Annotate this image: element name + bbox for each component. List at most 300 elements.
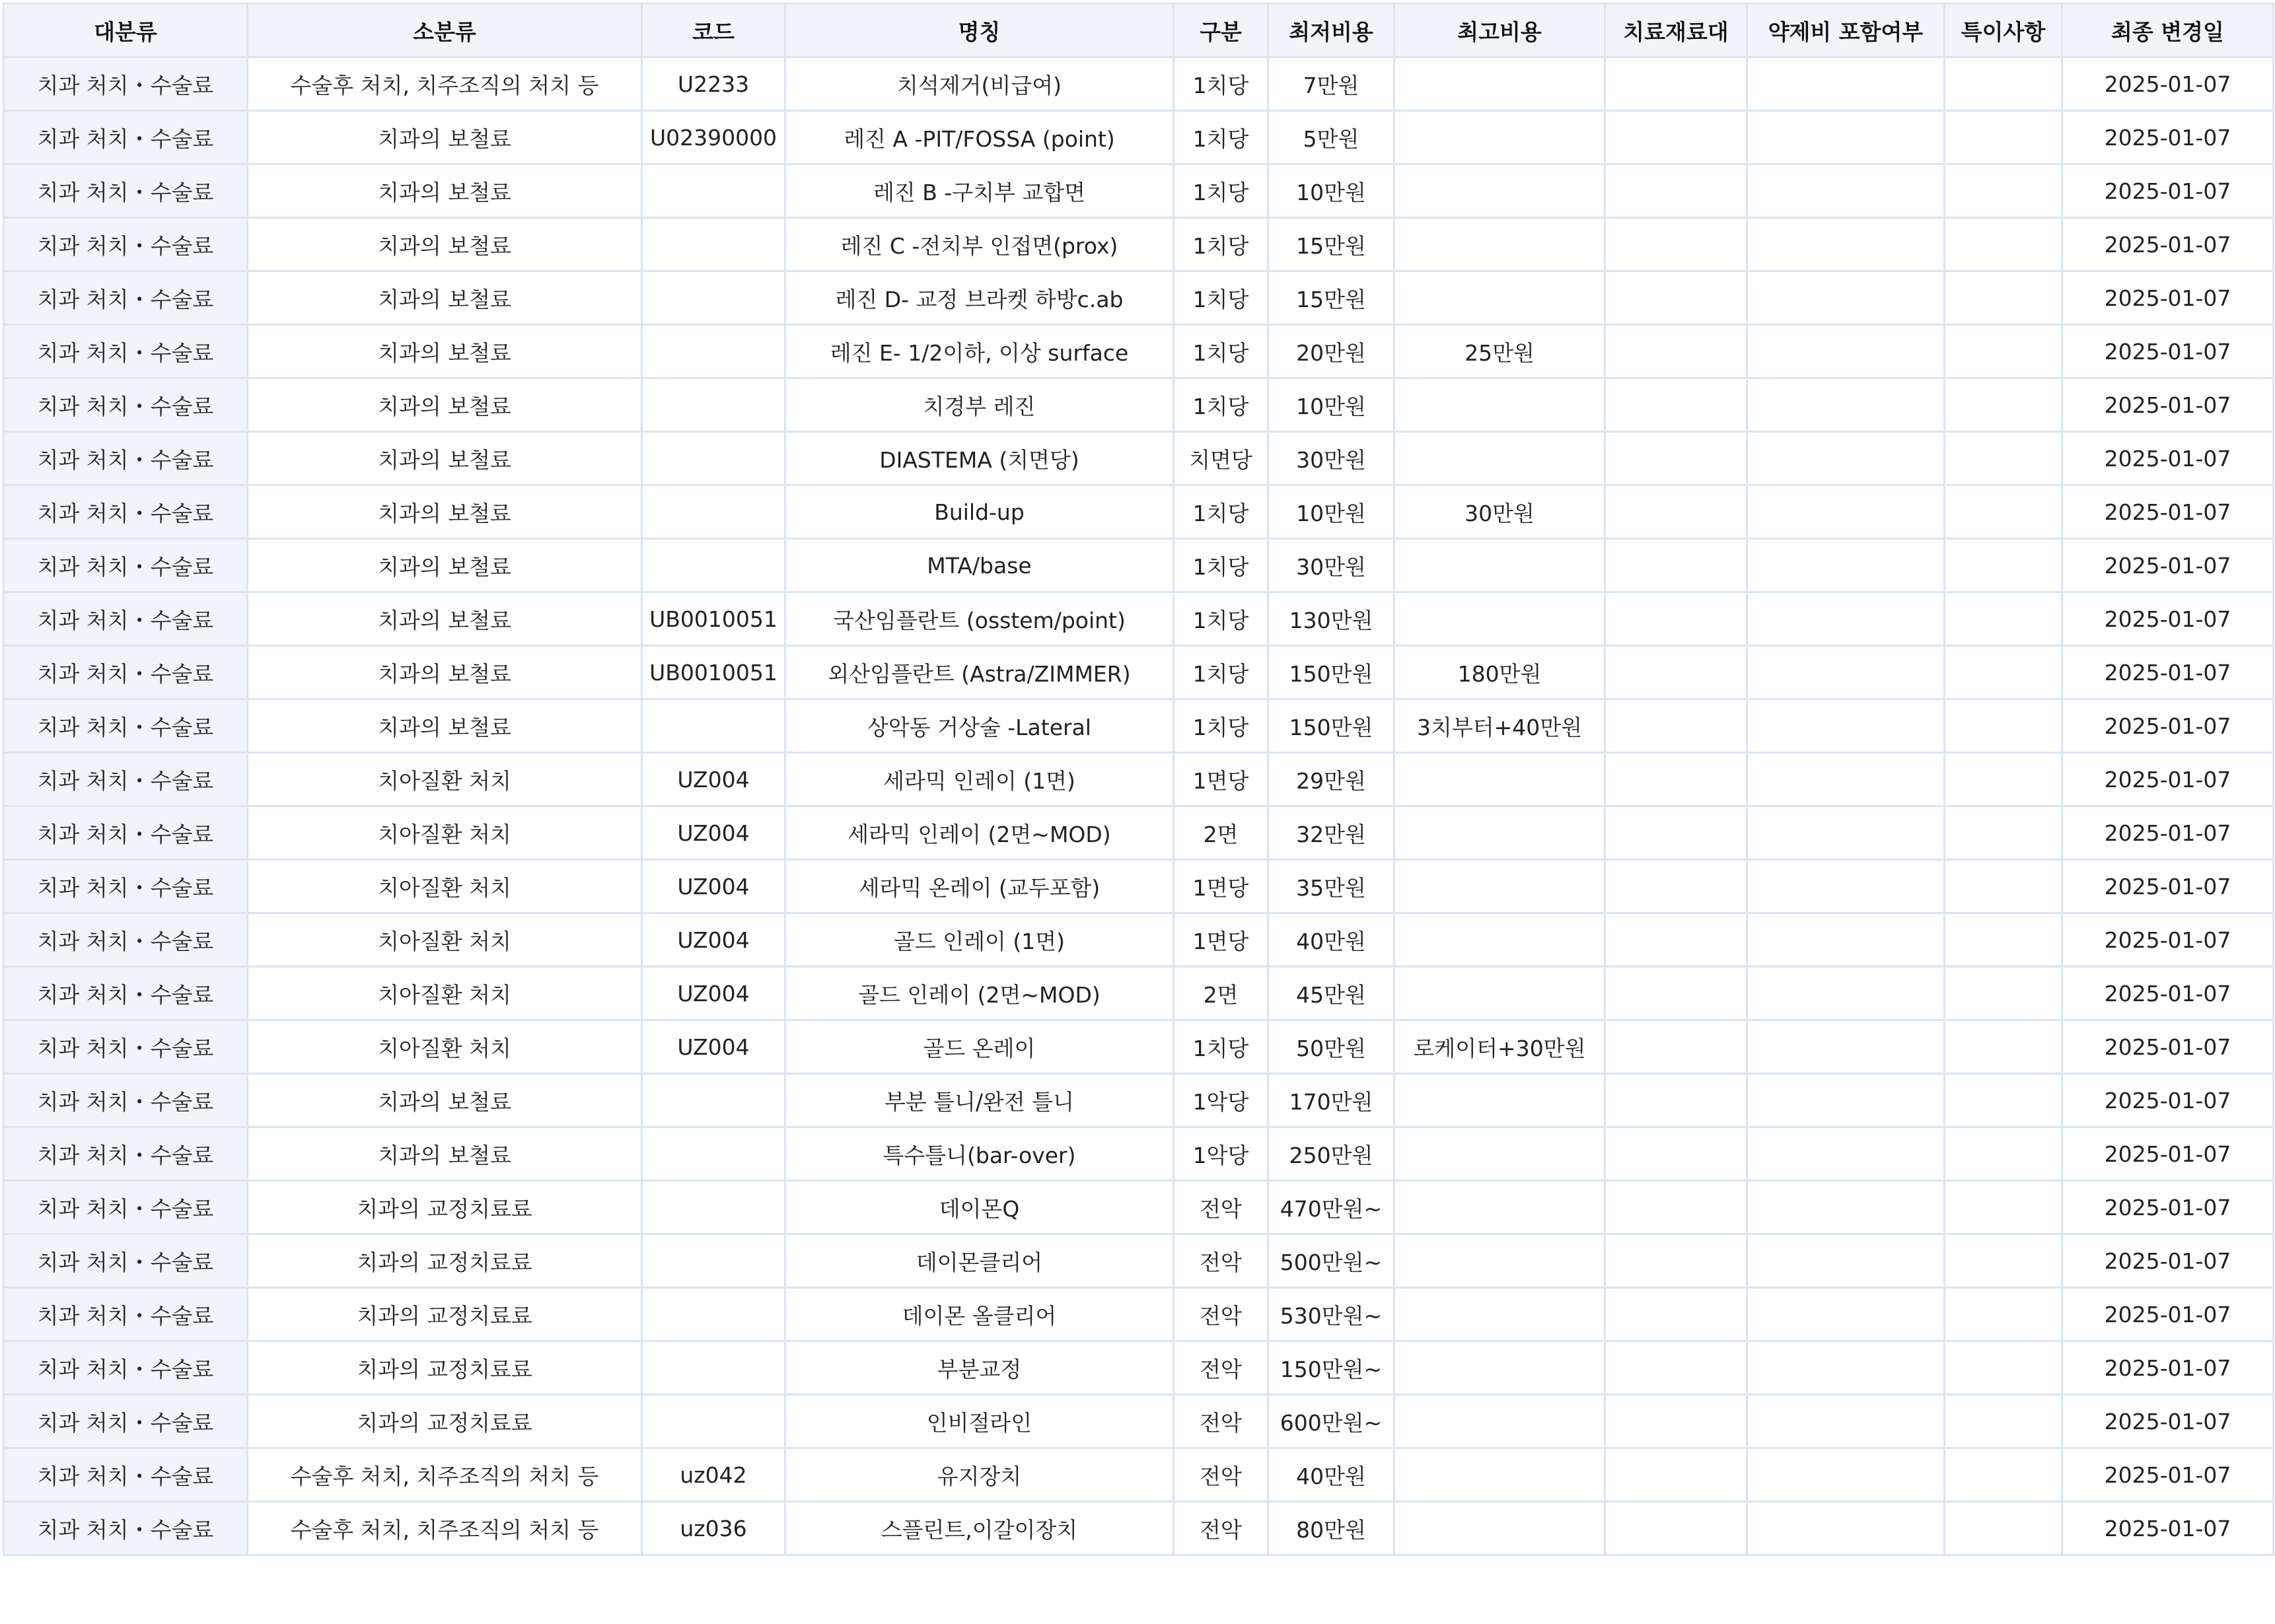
cell-drug-included [1747, 1234, 1945, 1288]
cell-last-modified: 2025-01-07 [2062, 646, 2274, 699]
cell-max-cost [1394, 860, 1605, 913]
cell-material-cost [1605, 1234, 1747, 1288]
cell-unit: 1치당 [1174, 218, 1268, 271]
cell-min-cost: 20만원 [1268, 325, 1394, 378]
cell-remarks [1945, 1288, 2062, 1341]
cell-last-modified: 2025-01-07 [2062, 1074, 2274, 1127]
cell-major-category: 치과 처치・수술료 [4, 806, 248, 860]
cell-major-category: 치과 처치・수술료 [4, 325, 248, 378]
cell-max-cost: 3치부터+40만원 [1394, 699, 1605, 753]
cell-drug-included [1747, 1341, 1945, 1395]
cell-min-cost: 130만원 [1268, 592, 1394, 646]
cell-drug-included [1747, 485, 1945, 539]
cell-major-category: 치과 처치・수술료 [4, 218, 248, 271]
cell-drug-included [1747, 111, 1945, 164]
cell-max-cost [1394, 1074, 1605, 1127]
cell-min-cost: 45만원 [1268, 967, 1394, 1020]
cell-minor-category: 치아질환 처치 [248, 806, 642, 860]
cell-drug-included [1747, 218, 1945, 271]
cell-unit: 전악 [1174, 1448, 1268, 1502]
cell-last-modified: 2025-01-07 [2062, 378, 2274, 432]
cell-drug-included [1747, 967, 1945, 1020]
cell-name: 스플린트,이갈이장치 [785, 1502, 1174, 1555]
cell-last-modified: 2025-01-07 [2062, 432, 2274, 485]
cell-material-cost [1605, 1020, 1747, 1074]
table-row [4, 1074, 2274, 1127]
table-row [4, 1234, 2274, 1288]
cell-name: 치경부 레진 [785, 378, 1174, 432]
cell-unit: 전악 [1174, 1181, 1268, 1234]
cell-major-category: 치과 처치・수술료 [4, 164, 248, 218]
cell-name: 세라믹 인레이 (1면) [785, 753, 1174, 806]
table-row [4, 699, 2274, 753]
header-unit: 구분 [1174, 4, 1268, 57]
header-name: 명칭 [785, 4, 1174, 57]
cell-minor-category: 치과의 보철료 [248, 1127, 642, 1181]
cell-code [642, 325, 785, 378]
cell-drug-included [1747, 432, 1945, 485]
cell-material-cost [1605, 913, 1747, 967]
cell-minor-category: 치과의 보철료 [248, 325, 642, 378]
cell-material-cost [1605, 1395, 1747, 1448]
cell-remarks [1945, 111, 2062, 164]
cell-name: DIASTEMA (치면당) [785, 432, 1174, 485]
cell-max-cost [1394, 1448, 1605, 1502]
cell-last-modified: 2025-01-07 [2062, 1502, 2274, 1555]
cell-code: UZ004 [642, 806, 785, 860]
cell-major-category: 치과 처치・수술료 [4, 1395, 248, 1448]
cell-unit: 1면당 [1174, 860, 1268, 913]
table-row [4, 1288, 2274, 1341]
cell-last-modified: 2025-01-07 [2062, 967, 2274, 1020]
table-row [4, 1395, 2274, 1448]
cell-min-cost: 470만원~ [1268, 1181, 1394, 1234]
cell-unit: 1치당 [1174, 57, 1268, 111]
cell-major-category: 치과 처치・수술료 [4, 699, 248, 753]
table-row [4, 1502, 2274, 1555]
cell-code: U2233 [642, 57, 785, 111]
cell-min-cost: 15만원 [1268, 218, 1394, 271]
cell-major-category: 치과 처치・수술료 [4, 432, 248, 485]
cell-last-modified: 2025-01-07 [2062, 860, 2274, 913]
cell-unit: 1치당 [1174, 164, 1268, 218]
cell-drug-included [1747, 57, 1945, 111]
cell-remarks [1945, 1448, 2062, 1502]
cell-remarks [1945, 57, 2062, 111]
cell-minor-category: 치과의 교정치료료 [248, 1341, 642, 1395]
cell-material-cost [1605, 1127, 1747, 1181]
cell-remarks [1945, 1074, 2062, 1127]
cell-min-cost: 30만원 [1268, 539, 1394, 592]
cell-major-category: 치과 처치・수술료 [4, 860, 248, 913]
table-row [4, 646, 2274, 699]
cell-major-category: 치과 처치・수술료 [4, 1288, 248, 1341]
cell-unit: 1치당 [1174, 325, 1268, 378]
table-row [4, 164, 2274, 218]
cell-material-cost [1605, 646, 1747, 699]
cell-material-cost [1605, 485, 1747, 539]
table-row [4, 111, 2274, 164]
cell-name: 레진 B -구치부 교합면 [785, 164, 1174, 218]
cell-minor-category: 치아질환 처치 [248, 913, 642, 967]
cell-max-cost [1394, 1502, 1605, 1555]
cell-minor-category: 치과의 보철료 [248, 699, 642, 753]
cell-max-cost [1394, 806, 1605, 860]
cell-drug-included [1747, 378, 1945, 432]
cell-name: 부분교정 [785, 1341, 1174, 1395]
cell-name: 데이몬Q [785, 1181, 1174, 1234]
cell-name: 유지장치 [785, 1448, 1174, 1502]
cell-remarks [1945, 1181, 2062, 1234]
cell-unit: 1치당 [1174, 485, 1268, 539]
cell-last-modified: 2025-01-07 [2062, 325, 2274, 378]
cell-material-cost [1605, 378, 1747, 432]
cell-drug-included [1747, 913, 1945, 967]
cell-minor-category: 치과의 보철료 [248, 592, 642, 646]
table-row [4, 806, 2274, 860]
cell-code [642, 485, 785, 539]
cell-last-modified: 2025-01-07 [2062, 913, 2274, 967]
cell-major-category: 치과 처치・수술료 [4, 1020, 248, 1074]
cell-unit: 전악 [1174, 1234, 1268, 1288]
cell-drug-included [1747, 753, 1945, 806]
cell-remarks [1945, 1127, 2062, 1181]
cell-name: 골드 인레이 (2면~MOD) [785, 967, 1174, 1020]
cell-max-cost: 180만원 [1394, 646, 1605, 699]
cell-major-category: 치과 처치・수술료 [4, 57, 248, 111]
cell-last-modified: 2025-01-07 [2062, 1127, 2274, 1181]
cell-drug-included [1747, 699, 1945, 753]
cell-major-category: 치과 처치・수술료 [4, 1448, 248, 1502]
cell-max-cost [1394, 592, 1605, 646]
cell-major-category: 치과 처치・수술료 [4, 646, 248, 699]
cell-unit: 전악 [1174, 1502, 1268, 1555]
cell-remarks [1945, 164, 2062, 218]
cell-major-category: 치과 처치・수술료 [4, 378, 248, 432]
cell-name: 레진 C -전치부 인접면(prox) [785, 218, 1174, 271]
cell-name: 데이몬 올클리어 [785, 1288, 1174, 1341]
cell-remarks [1945, 806, 2062, 860]
cell-unit: 치면당 [1174, 432, 1268, 485]
cell-material-cost [1605, 1074, 1747, 1127]
cell-min-cost: 10만원 [1268, 378, 1394, 432]
cell-remarks [1945, 1502, 2062, 1555]
cell-minor-category: 치과의 교정치료료 [248, 1234, 642, 1288]
cell-min-cost: 15만원 [1268, 271, 1394, 325]
cell-minor-category: 치과의 보철료 [248, 218, 642, 271]
cell-major-category: 치과 처치・수술료 [4, 271, 248, 325]
cell-name: 국산임플란트 (osstem/point) [785, 592, 1174, 646]
cell-remarks [1945, 1341, 2062, 1395]
cell-max-cost [1394, 967, 1605, 1020]
cell-drug-included [1747, 1181, 1945, 1234]
header-code: 코드 [642, 4, 785, 57]
cell-major-category: 치과 처치・수술료 [4, 485, 248, 539]
cell-material-cost [1605, 218, 1747, 271]
cell-code: UB0010051 [642, 646, 785, 699]
header-remarks: 특이사항 [1945, 4, 2062, 57]
cell-minor-category: 치과의 보철료 [248, 111, 642, 164]
cell-min-cost: 30만원 [1268, 432, 1394, 485]
cell-unit: 2면 [1174, 806, 1268, 860]
cell-code: UB0010051 [642, 592, 785, 646]
cell-minor-category: 치과의 교정치료료 [248, 1288, 642, 1341]
cell-minor-category: 수술후 처치, 치주조직의 처치 등 [248, 57, 642, 111]
header-row [4, 4, 2274, 57]
cell-max-cost [1394, 539, 1605, 592]
table-row [4, 432, 2274, 485]
cell-last-modified: 2025-01-07 [2062, 271, 2274, 325]
cell-code [642, 164, 785, 218]
cell-last-modified: 2025-01-07 [2062, 485, 2274, 539]
cell-major-category: 치과 처치・수술료 [4, 1181, 248, 1234]
cell-min-cost: 10만원 [1268, 164, 1394, 218]
cell-code [642, 1234, 785, 1288]
cell-material-cost [1605, 325, 1747, 378]
cell-remarks [1945, 967, 2062, 1020]
cell-last-modified: 2025-01-07 [2062, 111, 2274, 164]
cell-drug-included [1747, 539, 1945, 592]
cell-min-cost: 40만원 [1268, 913, 1394, 967]
cell-drug-included [1747, 1395, 1945, 1448]
cell-max-cost [1394, 57, 1605, 111]
cell-remarks [1945, 860, 2062, 913]
cell-code [642, 1341, 785, 1395]
cell-min-cost: 7만원 [1268, 57, 1394, 111]
cell-minor-category: 치과의 보철료 [248, 378, 642, 432]
cell-last-modified: 2025-01-07 [2062, 1288, 2274, 1341]
cell-name: 인비절라인 [785, 1395, 1174, 1448]
cell-unit: 1치당 [1174, 699, 1268, 753]
cell-major-category: 치과 처치・수술료 [4, 592, 248, 646]
header-major-category: 대분류 [4, 4, 248, 57]
cell-min-cost: 500만원~ [1268, 1234, 1394, 1288]
cell-min-cost: 170만원 [1268, 1074, 1394, 1127]
cell-remarks [1945, 913, 2062, 967]
cell-min-cost: 5만원 [1268, 111, 1394, 164]
table-header [4, 4, 2274, 57]
cell-drug-included [1747, 592, 1945, 646]
cell-min-cost: 50만원 [1268, 1020, 1394, 1074]
table-row [4, 1448, 2274, 1502]
cell-min-cost: 35만원 [1268, 860, 1394, 913]
table-row [4, 860, 2274, 913]
cell-remarks [1945, 325, 2062, 378]
cell-unit: 1치당 [1174, 539, 1268, 592]
cell-min-cost: 150만원~ [1268, 1341, 1394, 1395]
cell-last-modified: 2025-01-07 [2062, 1341, 2274, 1395]
cell-minor-category: 치아질환 처치 [248, 1020, 642, 1074]
cell-max-cost [1394, 913, 1605, 967]
cell-remarks [1945, 539, 2062, 592]
cell-code [642, 1288, 785, 1341]
cell-drug-included [1747, 646, 1945, 699]
cell-max-cost [1394, 271, 1605, 325]
cell-material-cost [1605, 753, 1747, 806]
cell-remarks [1945, 699, 2062, 753]
fee-table [3, 3, 2274, 1556]
cell-minor-category: 치과의 보철료 [248, 271, 642, 325]
cell-unit: 2면 [1174, 967, 1268, 1020]
cell-unit: 1치당 [1174, 646, 1268, 699]
cell-major-category: 치과 처치・수술료 [4, 111, 248, 164]
cell-material-cost [1605, 432, 1747, 485]
cell-code [642, 1181, 785, 1234]
table-body [4, 57, 2274, 1555]
cell-last-modified: 2025-01-07 [2062, 1181, 2274, 1234]
cell-last-modified: 2025-01-07 [2062, 539, 2274, 592]
cell-material-cost [1605, 592, 1747, 646]
cell-code [642, 1395, 785, 1448]
cell-max-cost [1394, 1127, 1605, 1181]
cell-name: 부분 틀니/완전 틀니 [785, 1074, 1174, 1127]
table-row [4, 57, 2274, 111]
cell-last-modified: 2025-01-07 [2062, 218, 2274, 271]
cell-max-cost [1394, 432, 1605, 485]
cell-min-cost: 32만원 [1268, 806, 1394, 860]
cell-last-modified: 2025-01-07 [2062, 1395, 2274, 1448]
cell-min-cost: 150만원 [1268, 646, 1394, 699]
cell-remarks [1945, 646, 2062, 699]
cell-drug-included [1747, 860, 1945, 913]
cell-remarks [1945, 1234, 2062, 1288]
cell-min-cost: 530만원~ [1268, 1288, 1394, 1341]
cell-last-modified: 2025-01-07 [2062, 57, 2274, 111]
cell-max-cost: 30만원 [1394, 485, 1605, 539]
header-min-cost: 최저비용 [1268, 4, 1394, 57]
cell-name: 골드 온레이 [785, 1020, 1174, 1074]
cell-major-category: 치과 처치・수술료 [4, 753, 248, 806]
cell-minor-category: 치과의 교정치료료 [248, 1181, 642, 1234]
cell-minor-category: 치과의 보철료 [248, 1074, 642, 1127]
cell-code: U02390000 [642, 111, 785, 164]
cell-material-cost [1605, 539, 1747, 592]
cell-min-cost: 150만원 [1268, 699, 1394, 753]
cell-code: UZ004 [642, 967, 785, 1020]
cell-remarks [1945, 753, 2062, 806]
table-row [4, 485, 2274, 539]
cell-material-cost [1605, 699, 1747, 753]
cell-major-category: 치과 처치・수술료 [4, 1234, 248, 1288]
header-last-modified: 최종 변경일 [2062, 4, 2274, 57]
cell-last-modified: 2025-01-07 [2062, 753, 2274, 806]
cell-major-category: 치과 처치・수술료 [4, 913, 248, 967]
cell-name: 치석제거(비급여) [785, 57, 1174, 111]
cell-name: 세라믹 인레이 (2면~MOD) [785, 806, 1174, 860]
cell-min-cost: 40만원 [1268, 1448, 1394, 1502]
cell-name: 데이몬클리어 [785, 1234, 1174, 1288]
table-row [4, 592, 2274, 646]
cell-code [642, 271, 785, 325]
cell-material-cost [1605, 164, 1747, 218]
cell-min-cost: 29만원 [1268, 753, 1394, 806]
cell-code [642, 378, 785, 432]
cell-remarks [1945, 1395, 2062, 1448]
cell-remarks [1945, 592, 2062, 646]
header-minor-category: 소분류 [248, 4, 642, 57]
cell-drug-included [1747, 1020, 1945, 1074]
cell-min-cost: 80만원 [1268, 1502, 1394, 1555]
header-material-cost: 치료재료대 [1605, 4, 1747, 57]
cell-max-cost [1394, 753, 1605, 806]
table-row [4, 1341, 2274, 1395]
cell-minor-category: 치과의 보철료 [248, 432, 642, 485]
cell-material-cost [1605, 806, 1747, 860]
cell-remarks [1945, 218, 2062, 271]
table-row [4, 913, 2274, 967]
cell-name: 레진 D- 교정 브라켓 하방c.ab [785, 271, 1174, 325]
cell-minor-category: 치과의 보철료 [248, 539, 642, 592]
cell-major-category: 치과 처치・수술료 [4, 1074, 248, 1127]
cell-min-cost: 250만원 [1268, 1127, 1394, 1181]
cell-unit: 1치당 [1174, 592, 1268, 646]
cell-remarks [1945, 1020, 2062, 1074]
cell-code [642, 218, 785, 271]
cell-last-modified: 2025-01-07 [2062, 1020, 2274, 1074]
cell-drug-included [1747, 1502, 1945, 1555]
cell-drug-included [1747, 1448, 1945, 1502]
cell-material-cost [1605, 111, 1747, 164]
cell-drug-included [1747, 806, 1945, 860]
cell-min-cost: 600만원~ [1268, 1395, 1394, 1448]
cell-minor-category: 치과의 보철료 [248, 485, 642, 539]
cell-unit: 1면당 [1174, 913, 1268, 967]
cell-minor-category: 수술후 처치, 치주조직의 처치 등 [248, 1502, 642, 1555]
cell-unit: 전악 [1174, 1341, 1268, 1395]
cell-code: UZ004 [642, 753, 785, 806]
header-max-cost: 최고비용 [1394, 4, 1605, 57]
cell-last-modified: 2025-01-07 [2062, 806, 2274, 860]
cell-drug-included [1747, 1127, 1945, 1181]
cell-major-category: 치과 처치・수술료 [4, 1502, 248, 1555]
cell-material-cost [1605, 1181, 1747, 1234]
cell-max-cost [1394, 164, 1605, 218]
cell-max-cost [1394, 1181, 1605, 1234]
cell-code: uz042 [642, 1448, 785, 1502]
cell-material-cost [1605, 967, 1747, 1020]
cell-major-category: 치과 처치・수술료 [4, 1341, 248, 1395]
cell-name: Build-up [785, 485, 1174, 539]
cell-unit: 1치당 [1174, 271, 1268, 325]
cell-minor-category: 치아질환 처치 [248, 860, 642, 913]
cell-drug-included [1747, 271, 1945, 325]
cell-drug-included [1747, 1288, 1945, 1341]
table-row [4, 378, 2274, 432]
cell-code [642, 699, 785, 753]
cell-minor-category: 치과의 교정치료료 [248, 1395, 642, 1448]
cell-name: MTA/base [785, 539, 1174, 592]
cell-min-cost: 10만원 [1268, 485, 1394, 539]
cell-name: 세라믹 온레이 (교두포함) [785, 860, 1174, 913]
cell-unit: 전악 [1174, 1288, 1268, 1341]
cell-max-cost [1394, 1288, 1605, 1341]
table-row [4, 753, 2274, 806]
cell-max-cost [1394, 1234, 1605, 1288]
cell-unit: 1면당 [1174, 753, 1268, 806]
cell-drug-included [1747, 1074, 1945, 1127]
cell-last-modified: 2025-01-07 [2062, 1448, 2274, 1502]
table-row [4, 967, 2274, 1020]
cell-material-cost [1605, 1288, 1747, 1341]
cell-remarks [1945, 485, 2062, 539]
cell-name: 외산임플란트 (Astra/ZIMMER) [785, 646, 1174, 699]
cell-unit: 1악당 [1174, 1127, 1268, 1181]
cell-minor-category: 치아질환 처치 [248, 753, 642, 806]
cell-name: 특수틀니(bar-over) [785, 1127, 1174, 1181]
cell-max-cost: 25만원 [1394, 325, 1605, 378]
cell-last-modified: 2025-01-07 [2062, 164, 2274, 218]
cell-unit: 1치당 [1174, 378, 1268, 432]
